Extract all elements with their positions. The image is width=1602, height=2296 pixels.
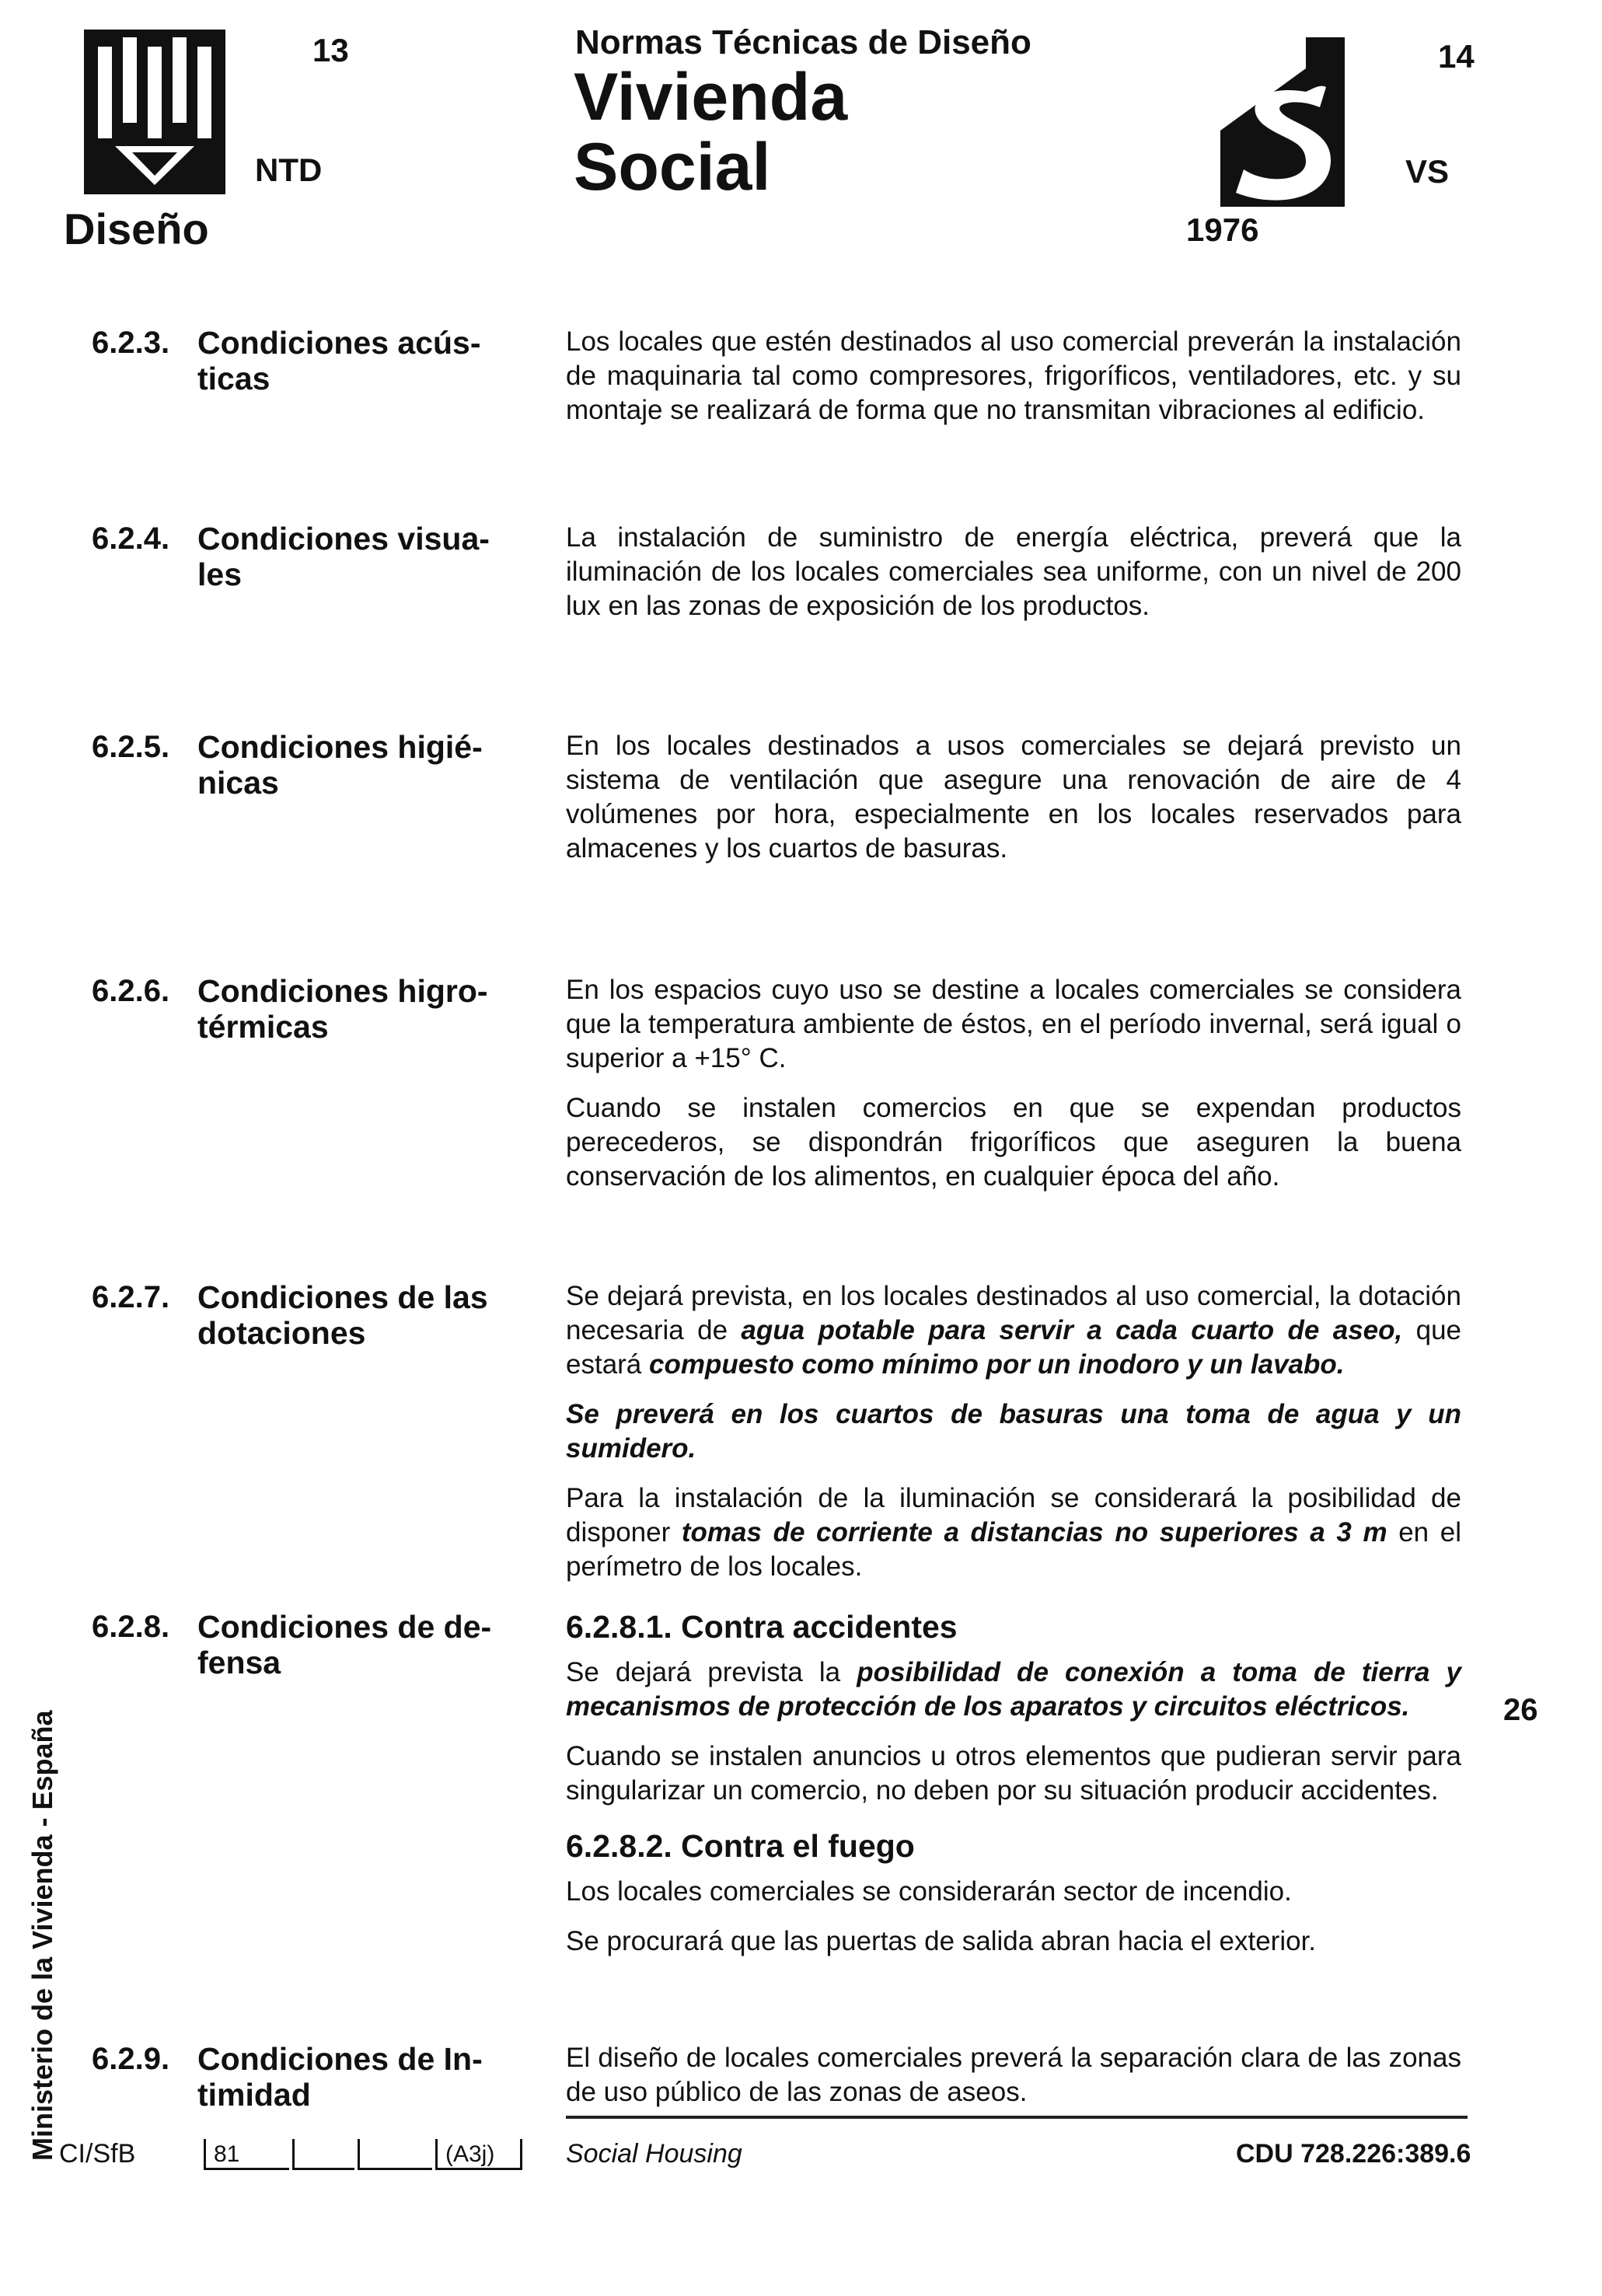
emphasis-text: agua potable para servir a cada cuarto de aseo, bbox=[741, 1315, 1403, 1345]
section-title: Condiciones de las dotaciones bbox=[197, 1279, 488, 1351]
section-body bbox=[566, 325, 1461, 443]
header-year: 1976 bbox=[1186, 211, 1259, 248]
header-title-line1: Vivienda bbox=[574, 60, 848, 134]
header-left-code: NTD bbox=[255, 152, 323, 188]
section-number: 6.2.3. bbox=[92, 326, 170, 360]
section-number: 6.2.6. bbox=[92, 974, 170, 1008]
footer-classification-box: (A3j) bbox=[435, 2139, 522, 2170]
emphasis-text: compuesto como mínimo por un inodoro y un lavabo. bbox=[649, 1349, 1345, 1380]
section-paragraph-emphasis: Se preverá en los cuartos de basuras una toma de agua y un sumidero. bbox=[566, 1399, 1461, 1464]
section-body bbox=[566, 2041, 1461, 2125]
section-number: 6.2.8. bbox=[92, 1610, 170, 1644]
section-paragraph: Para la instalación de la iluminación se considerará la posibilidad de disponer tomas de corriente a distancias no superiores a 3 m en el perímetro de los locales. bbox=[566, 1483, 1462, 1582]
footer-cisfb: CI/SfB bbox=[59, 2139, 136, 2169]
section-title: Condiciones higro-térmicas bbox=[197, 973, 488, 1045]
section-body bbox=[566, 1609, 1461, 1974]
side-ministry-label: Ministerio de la Vivienda - España bbox=[26, 1710, 58, 2161]
section-paragraph: Los locales que estén destinados al uso comercial preverán la instalación de maquinaria tal como compresores, frigoríficos, ventiladores, etc. y su montaje se realizará de forma que no transmitan vibraciones al edificio. bbox=[566, 326, 1461, 425]
header-right-number: 14 bbox=[1438, 38, 1475, 75]
section-number: 6.2.5. bbox=[92, 730, 170, 764]
section-paragraph: En los locales destinados a usos comerciales se dejará previsto un sistema de ventilación que asegure una renovación de aire de 4 volúmenes por hora, especialmente en los locales reservados para almacenes y los cuartos de basuras. bbox=[566, 731, 1461, 864]
section-title: Condiciones de de-fensa bbox=[197, 1609, 492, 1680]
footer-classification-box bbox=[292, 2139, 354, 2170]
emphasis-text: tomas de corriente a distancias no superiores a 3 m bbox=[681, 1517, 1387, 1548]
section-paragraph: Se dejará prevista la posibilidad de conexión a toma de tierra y mecanismos de protección de los aparatos y circuitos eléctricos. bbox=[566, 1657, 1461, 1722]
section-body bbox=[566, 1279, 1461, 1600]
section-title: Condiciones acús-ticas bbox=[197, 325, 481, 396]
subsection-title: 6.2.8.1. Contra accidentes bbox=[566, 1609, 958, 1645]
footer-title: Social Housing bbox=[566, 2139, 742, 2169]
header-right-code: VS bbox=[1405, 153, 1450, 190]
footer-classification-box bbox=[358, 2139, 432, 2170]
header-pre-title: Normas Técnicas de Diseño bbox=[575, 23, 1031, 61]
footer-rule bbox=[566, 2116, 1468, 2119]
section-paragraph: Cuando se instalen anuncios u otros elementos que pudieran servir para singularizar un comercio, no deben por su situación producir accidentes. bbox=[566, 1741, 1461, 1806]
section-paragraph: La instalación de suministro de energía eléctrica, preverá que la iluminación de los locales comerciales sea uniforme, con un nivel de 200 lux en las zonas de exposición de los productos. bbox=[566, 522, 1461, 621]
section-body bbox=[566, 729, 1461, 881]
section-paragraph: Cuando se instalen comercios en que se expendan productos perecederos, se dispondrán frigoríficos que aseguren la buena conservación de los alimentos, en cualquier época del año. bbox=[566, 1093, 1461, 1192]
footer-cdu: CDU 728.226:389.6 bbox=[1236, 2139, 1471, 2169]
subsection-title: 6.2.8.2. Contra el fuego bbox=[566, 1828, 915, 1864]
header-left-number: 13 bbox=[312, 32, 349, 68]
header-title-line2: Social bbox=[574, 130, 771, 204]
header-left-label: Diseño bbox=[64, 204, 209, 253]
section-title: Condiciones visua-les bbox=[197, 521, 490, 592]
section-number: 6.2.7. bbox=[92, 1280, 170, 1314]
vs-logo bbox=[1189, 37, 1370, 207]
section-paragraph: Se dejará prevista, en los locales destinados al uso comercial, la dotación necesaria de agua potable para servir a cada cuarto de aseo, que estará compuesto como mínimo por un inodoro y un lavabo. bbox=[566, 1281, 1462, 1380]
page-number: 26 bbox=[1503, 1693, 1538, 1727]
section-body bbox=[566, 973, 1461, 1209]
footer-classification-box: 81 bbox=[204, 2139, 289, 2170]
section-number: 6.2.4. bbox=[92, 522, 170, 556]
section-paragraph: Se procurará que las puertas de salida abran hacia el exterior. bbox=[566, 1926, 1317, 1956]
section-paragraph: En los espacios cuyo uso se destine a locales comerciales se considera que la temperatura ambiente de éstos, en el período invernal, será igual o superior a +15° C. bbox=[566, 975, 1461, 1073]
emphasis-text: posibilidad de conexión a toma de tierra y mecanismos de protección de los aparatos y circuitos eléctricos. bbox=[566, 1657, 1461, 1722]
ntd-logo bbox=[84, 30, 225, 194]
section-paragraph: Los locales comerciales se considerarán sector de incendio. bbox=[566, 1876, 1292, 1907]
section-body bbox=[566, 521, 1461, 639]
section-title: Condiciones de In-timidad bbox=[197, 2041, 483, 2113]
section-paragraph: El diseño de locales comerciales preverá la separación clara de las zonas de uso público de las zonas de aseos. bbox=[566, 2043, 1461, 2107]
section-title: Condiciones higié-nicas bbox=[197, 729, 483, 801]
section-number: 6.2.9. bbox=[92, 2042, 170, 2076]
